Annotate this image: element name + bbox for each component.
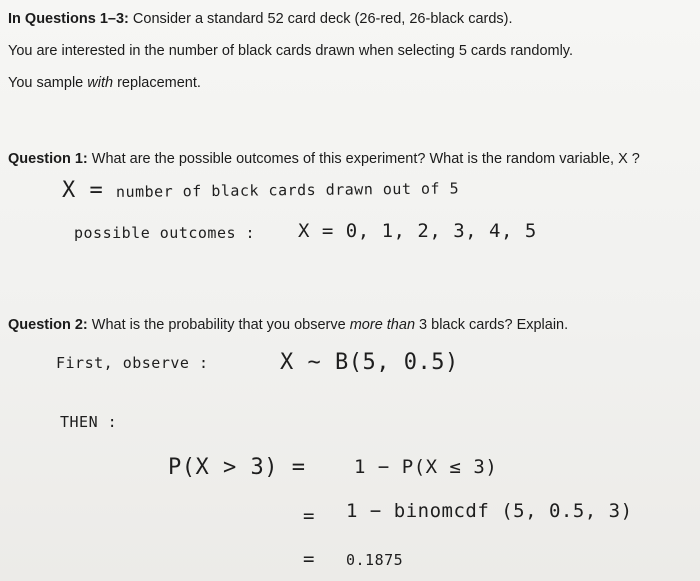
intro-line-3-pre: You sample	[8, 75, 88, 91]
q2-rhs-1: 1 − P(X ≤ 3)	[354, 456, 498, 478]
q2-eq-2: =	[303, 505, 315, 527]
q2-first-label: First, observe :	[56, 354, 209, 372]
q2-result: 0.1875	[346, 551, 404, 569]
question-1	[8, 150, 640, 168]
intro-line-3	[8, 74, 201, 92]
question-1-text: What are the possible outcomes of this experiment? What is the random variable, X ?	[87, 151, 640, 167]
question-2-text-pre: What is the probability that you observe	[87, 317, 350, 333]
q2-distribution: X ~ B(5, 0.5)	[280, 350, 459, 375]
question-2-text-post: 3 black cards? Explain.	[415, 317, 569, 333]
intro-line-3-post: replacement.	[113, 75, 201, 91]
question-2-label: Question 2:	[8, 317, 88, 333]
intro-line-3-italic: with	[87, 75, 114, 91]
q1-outcomes-values: X = 0, 1, 2, 3, 4, 5	[298, 220, 537, 242]
intro-line-1	[8, 10, 513, 28]
q1-answer-lhs: X =	[62, 178, 104, 203]
q1-outcomes-label: possible outcomes :	[74, 224, 256, 242]
question-2-text-italic: more than	[349, 317, 416, 333]
intro-line-1-text: Consider a standard 52 card deck (26-red, 26-black cards).	[128, 11, 513, 27]
q2-lhs: P(X > 3) =	[168, 455, 306, 480]
intro-line-2: You are interested in the number of black cards drawn when selecting 5 cards randomly.	[8, 43, 574, 59]
intro-heading: In Questions 1–3:	[8, 11, 129, 27]
q1-answer-rhs: number of black cards drawn out of 5	[115, 179, 460, 201]
question-1-label: Question 1:	[8, 151, 88, 167]
q2-eq-3: =	[303, 548, 315, 570]
q2-rhs-2: 1 − binomcdf (5, 0.5, 3)	[346, 500, 633, 522]
q2-then-label: THEN :	[60, 413, 118, 431]
question-2	[8, 316, 568, 334]
